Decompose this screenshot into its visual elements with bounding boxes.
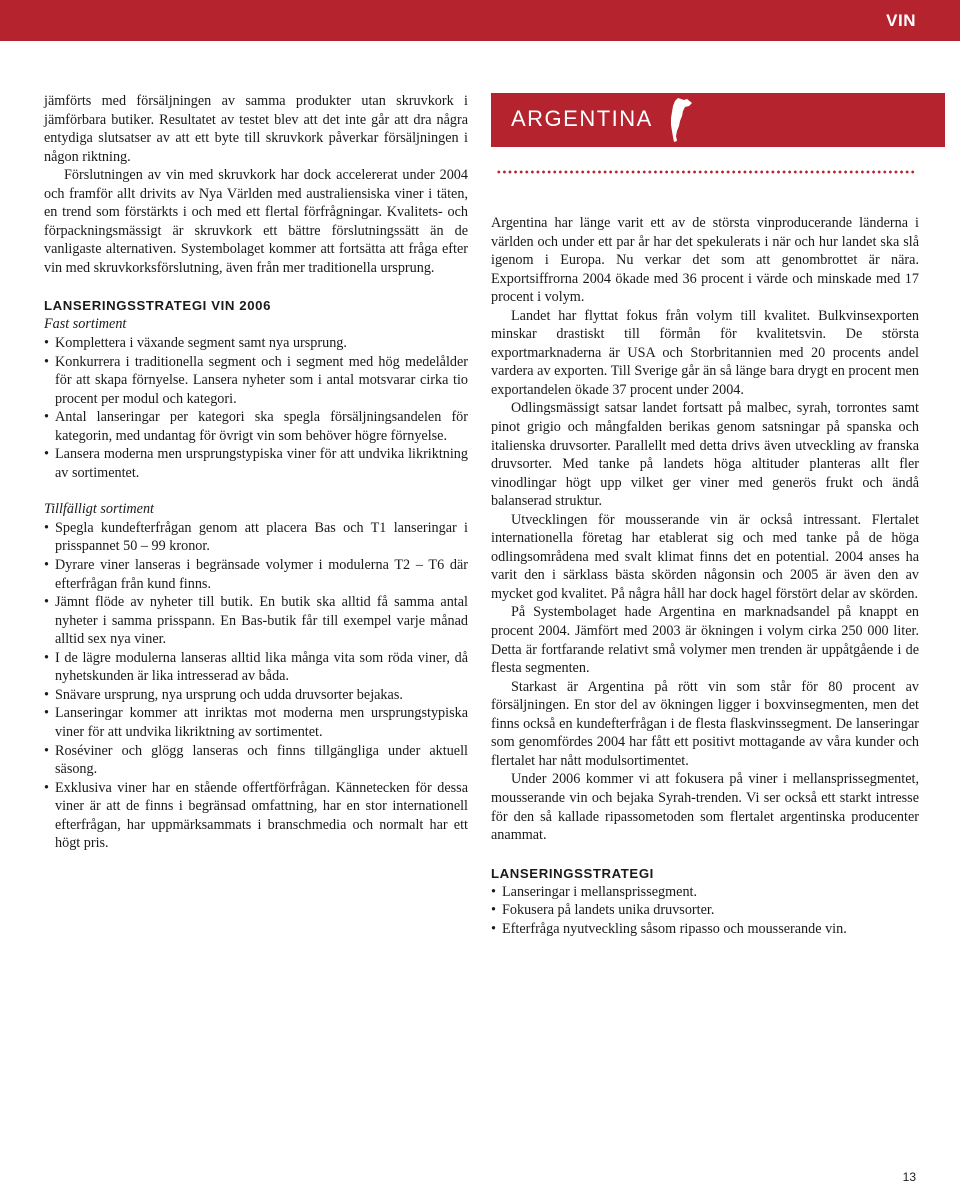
paragraph: Starkast är Argentina på rött vin som står för 80 procent av försäljningen. En stor del av ökningen ligger i boxvinsegmenten, men det finns också en kundefterfrågan i de flesta flaskvinssegment. De lanseringar som genomfördes 2004 har fått ett positivt mottagande av våra kunder och flertalet har nått modulsortimentet. (491, 678, 919, 769)
section-heading: LANSERINGSSTRATEGI (491, 865, 654, 881)
right-column (491, 214, 919, 938)
page-number: 13 (902, 1170, 916, 1184)
list-item: • I de lägre modulerna lanseras alltid lika många vita som röda viner, då nyhetskunden är lika intresserad av båda. (44, 649, 468, 686)
dotted-divider (496, 170, 916, 174)
list-item: • Lansera moderna men ursprungstypiska viner för att undvika likriktning av sortimentet. (44, 445, 468, 482)
list-item: • Dyrare viner lanseras i begränsade volymer i modulerna T2 – T6 där efterfrågan från kund finns. (44, 556, 468, 593)
list-item: • Fokusera på landets unika druvsorter. (491, 901, 919, 920)
list-item: • Exklusiva viner har en stående offertförfrågan. Kännetecken för dessa viner är att de finns i begränsad omfattning, har en stor internationell efterfrågan, har uppmärksammats i branschmedia och normalt har ett högt pris. (44, 779, 468, 853)
argentina-map-icon (664, 97, 694, 143)
list-item: • Komplettera i växande segment samt nya ursprung. (44, 334, 468, 353)
list-item: • Lanseringar i mellansprissegment. (491, 883, 919, 902)
list-item: • Spegla kundefterfrågan genom att placera Bas och T1 lanseringar i prisspannet 50 – 99 kronor. (44, 519, 468, 556)
subheading-fast: Fast sortiment (44, 316, 127, 333)
paragraph: Under 2006 kommer vi att fokusera på viner i mellansprissegmentet, mousserande vin och bejaka Syrah-trenden. Vi ser också ett starkt intresse för den så kallade ripassometoden som flertalet argentinska producenter anammat. (491, 771, 919, 844)
list-item: • Jämnt flöde av nyheter till butik. En butik ska alltid få samma antal nyheter i samma prisspann. En Bas-butik får till exempel varje månad alltid sex nya viner. (44, 593, 468, 649)
paragraph: Utvecklingen för mousserande vin är också intressant. Flertalet internationella företag har etablerat sig och med tanke på de höga odlingsområdena med svalt klimat finns det en potential. 2004 anses ha varit den i särklass bästa skörden någonsin och 2005 är även den av mycket god kvalitet. På några håll har dock hagel förstört delar av skörden. (491, 511, 919, 602)
argentina-title-box (491, 93, 945, 147)
paragraph: Odlingsmässigt satsar landet fortsatt på malbec, syrah, torrontes samt pinot grigio och mångfalden berikas genom satsningar på spanska och italienska druvsorter. Parallellt med detta drivs även utveckling av franska druvsorter. Med tanke på landets höga altituder planteras allt fler vinodlingar högt upp vilket ger viner med generös frukt och ändå balanserad struktur. (491, 400, 919, 510)
paragraph: jämförts med försäljningen av samma produkter utan skruvkork i jämförbara butiker. Resultatet av testet blev att det inte går att dra några entydiga slutsatser av att ett byte till skruvkork påverkar försäljningen i någon riktning. (44, 93, 468, 165)
list-item: • Roséviner och glögg lanseras och finns tillgängliga under aktuell säsong. (44, 742, 468, 779)
paragraph: Landet har flyttat fokus från volym till kvalitet. Bulkvinsexporten minskar drastiskt till förmån för kvalitetsvin. De största exportmarknaderna är USA och Storbritannien med 20 procents andel vardera av exporten. Till Sverige går än så länge bara drygt en procent men exportandelen ökade 37 procent under 2004. (491, 307, 919, 398)
box-title: ARGENTINA (511, 106, 653, 131)
list-item: • Snävare ursprung, nya ursprung och udda druvsorter bejakas. (44, 686, 468, 705)
left-column (44, 92, 468, 853)
section-heading: LANSERINGSSTRATEGI VIN 2006 (44, 298, 271, 314)
fast-list (44, 334, 468, 482)
subheading-tillfalligt: Tillfälligt sortiment (44, 501, 154, 518)
list-item: • Konkurrera i traditionella segment och i segment med hög medelålder för att skapa förnyelse. Lansera nyheter som i antal motsvarar cirka tio procent per modul och kategori. (44, 353, 468, 409)
list-item: • Antal lanseringar per kategori ska spegla försäljningsandelen för kategorin, med undantag för övrigt vin som behöver högre förnyelse. (44, 408, 468, 445)
paragraph: Argentina har länge varit ett av de största vinproducerande länderna i världen och under ett par år har det spekulerats i när och hur landet ska slå igenom i Europa. Nu verkar det som att genombrottet är nära. Exportsiffrorna 2004 ökade med 36 procent i värde och minskade med 17 procent i volym. (491, 215, 919, 306)
paragraph: På Systembolaget hade Argentina en marknadsandel på knappt en procent 2004. Jämfört med 2003 är ökningen i volym cirka 250 000 liter. Detta är fortfarande relativt små volymer men trenden är uppåtgående i de flesta segmenten. (491, 604, 919, 677)
list-item: • Lanseringar kommer att inriktas mot moderna men ursprungstypiska viner för att undvika likriktning av sortimentet. (44, 704, 468, 741)
strategy-list (491, 883, 919, 939)
section-label: VIN (886, 11, 916, 30)
top-banner (0, 0, 960, 41)
tillfalligt-list (44, 519, 468, 853)
list-item: • Efterfråga nyutveckling såsom ripasso och mousserande vin. (491, 920, 919, 939)
paragraph: Förslutningen av vin med skruvkork har dock accelererat under 2004 och framför allt drivits av Nya Världen med australiensiska viner i täten, en trend som förstärkts i och med ett flertal förfrågningar. Kvalitets- och förpackningsmässigt är skruvkork ett bättre förslutningssätt än de vanligaste alternativen. Systembolaget kommer att fortsätta att fråga efter vin med skruvkorksförslutning, även från mer traditionella ursprung. (44, 167, 468, 276)
